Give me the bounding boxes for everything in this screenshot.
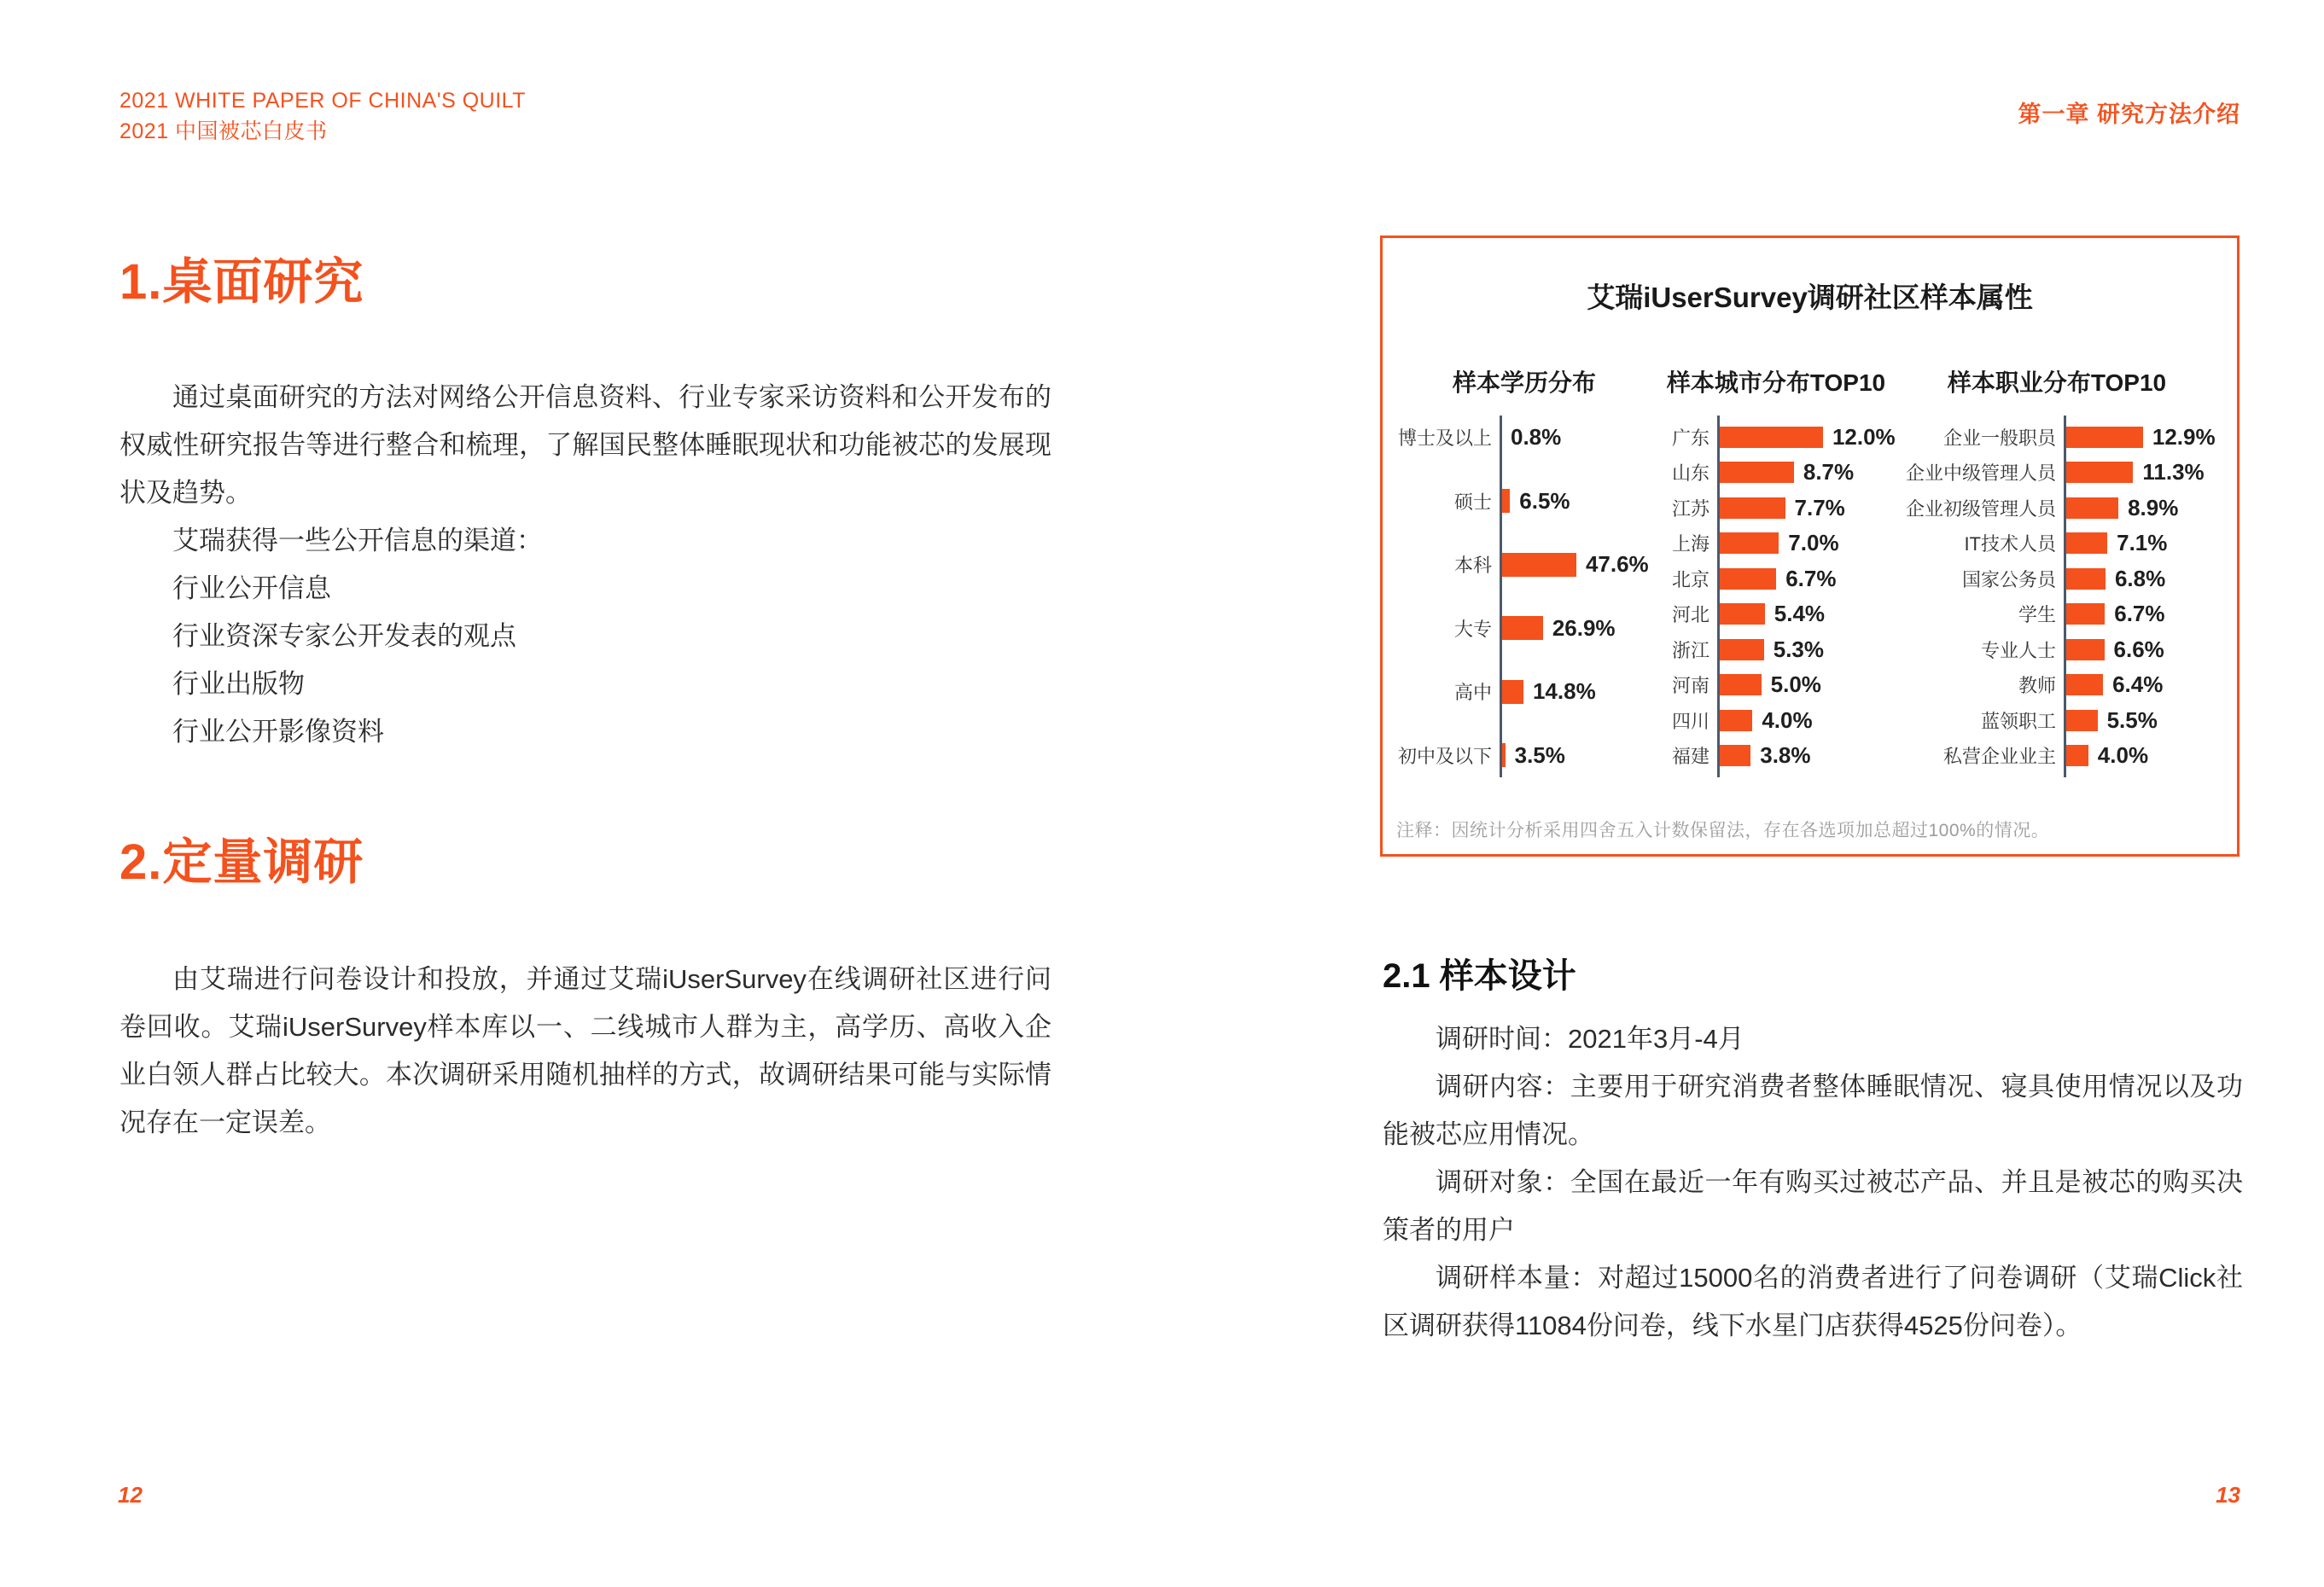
bar [2064, 497, 2118, 519]
channel-item: 行业公开信息 [172, 573, 331, 603]
bar [2064, 674, 2103, 695]
channel-item: 行业公开影像资料 [172, 717, 384, 747]
bar [1717, 497, 1785, 519]
bar [1717, 427, 1823, 448]
bar-label: 江苏 [1671, 497, 1710, 520]
bar [2064, 568, 2106, 590]
section-2-paragraph: 由艾瑞进行问卷设计和投放，并通过艾瑞iUserSurvey在线调研社区进行问卷回收。艾瑞iUserSurvey样本库以一、二线城市人群为主，高学历、高收入企业白领人群占比较大。本次调研采用随机抽样的方式，故调研结果可能与实际情况存在一定误差。 [119, 964, 1051, 1137]
bar-value: 47.6% [1585, 551, 1649, 578]
bar-value: 8.9% [2128, 494, 2179, 520]
bar-label: 硕士 [1453, 491, 1492, 513]
bar-value: 3.5% [1514, 741, 1565, 768]
chart-row [1835, 424, 2236, 451]
bar-label: 企业一般职员 [1942, 427, 2056, 449]
bar-value: 5.3% [1773, 636, 1824, 662]
bar-label: 初中及以下 [1397, 745, 1492, 767]
chart-row [1835, 637, 2236, 663]
bar [2064, 603, 2105, 625]
bar [2064, 427, 2143, 448]
bar-value: 7.0% [1788, 530, 1839, 556]
bar [1717, 710, 1752, 731]
bar-label: 上海 [1671, 533, 1710, 555]
bar-label: 福建 [1671, 745, 1710, 767]
bar-label: 本科 [1453, 555, 1492, 577]
bar-value: 6.7% [2114, 601, 2165, 627]
chart-row [1835, 742, 2236, 769]
left-page-header [119, 85, 526, 147]
chart-row [1835, 707, 2236, 734]
bar-label: 大专 [1453, 618, 1492, 640]
bar [1717, 745, 1750, 766]
bar-label: 专业人士 [1980, 639, 2056, 661]
bar [2064, 710, 2098, 731]
bar-value: 5.4% [1774, 601, 1826, 627]
bar-label: 北京 [1671, 568, 1710, 590]
section-1-title: 1.桌面研究 [119, 254, 364, 310]
survey-time: 调研时间：2021年3月-4月 [1436, 1024, 1744, 1054]
header-title-cn: 2021 中国被芯白皮书 [119, 119, 328, 143]
bar-value: 5.0% [1770, 671, 1821, 698]
bar [2064, 532, 2107, 554]
chart-row [1835, 671, 2236, 698]
sample-design-body [1383, 1015, 2243, 1350]
bar [2064, 462, 2133, 483]
channel-item: 行业出版物 [172, 669, 305, 699]
bar [1500, 553, 1576, 577]
chart-subtitle-city: 样本城市分布TOP10 [1666, 369, 1886, 396]
bar-value: 6.7% [1785, 565, 1837, 591]
bar-value: 7.1% [2117, 530, 2168, 556]
bar-label: 广东 [1671, 427, 1710, 449]
bar-label: 教师 [2018, 675, 2056, 697]
channels-intro: 艾瑞获得一些公开信息的渠道： [172, 526, 543, 555]
bar-value: 4.0% [2097, 741, 2149, 768]
occupation-bar-chart [1835, 424, 2236, 769]
bar [1717, 674, 1762, 695]
header-title-en: 2021 WHITE PAPER OF CHINA'S QUILT [119, 89, 526, 113]
bar-value: 14.8% [1532, 678, 1596, 705]
bar [1500, 680, 1523, 704]
bar-value: 3.8% [1760, 741, 1811, 768]
bar [2064, 639, 2105, 660]
bar-label: 学生 [2018, 604, 2056, 626]
bar [1500, 616, 1543, 640]
bar-value: 26.9% [1552, 614, 1616, 641]
bar-label: 私营企业业主 [1942, 745, 2056, 767]
chapter-header: 第一章 研究方法介绍 [2018, 102, 2240, 127]
section-1-body [119, 374, 1051, 756]
bar [2064, 745, 2088, 766]
section-1-paragraph: 通过桌面研究的方法对网络公开信息资料、行业专家采访资料和公开发布的权威性研究报告等进行整合和梳理，了解国民整体睡眠现状和功能被芯的发展现状及趋势。 [119, 382, 1051, 508]
chart-row [1835, 530, 2236, 556]
bar-value: 4.0% [1762, 706, 1813, 733]
chart-row [1835, 495, 2236, 521]
bar-label: 企业中级管理人员 [1905, 462, 2056, 485]
bar-label: 河南 [1671, 675, 1710, 697]
chart-subtitle-occupation: 样本职业分布TOP10 [1947, 369, 2167, 396]
survey-sample-size: 调研样本量：对超过15000名的消费者进行了问卷调研（艾瑞Click社区调研获得11084份问卷，线下水星门店获得4525份问卷）。 [1383, 1263, 2243, 1340]
chart-row [1835, 566, 2236, 592]
bar [1717, 532, 1779, 554]
bar-label: 博士及以上 [1397, 427, 1492, 449]
bar-label: 企业初级管理人员 [1905, 497, 2056, 520]
bar-label: 河北 [1671, 604, 1710, 626]
section-2-title: 2.定量调研 [119, 834, 364, 890]
bar-value: 11.3% [2142, 459, 2205, 485]
bar-value: 7.7% [1794, 494, 1845, 520]
page-number-left: 12 [118, 1482, 143, 1508]
chart-title: 艾瑞iUserSurvey调研社区样本属性 [1587, 282, 2033, 313]
axis-line-education [1500, 416, 1502, 777]
bar-value: 12.0% [1832, 424, 1896, 450]
bar-label: 国家公务员 [1961, 568, 2056, 590]
bar-label: 浙江 [1671, 639, 1710, 661]
chart-row [1835, 601, 2236, 627]
bar-value: 6.6% [2113, 636, 2164, 662]
bar-label: 山东 [1671, 462, 1710, 485]
survey-content: 调研内容：主要用于研究消费者整体睡眠情况、寝具使用情况以及功能被芯应用情况。 [1383, 1072, 2243, 1149]
chart-note: 注释：因统计分析采用四舍五入计数保留法，存在各选项加总超过100%的情况。 [1396, 821, 2050, 840]
survey-target: 调研对象：全国在最近一年有购买过被芯产品、并且是被芯的购买决策者的用户 [1383, 1167, 2243, 1245]
bar-label: 高中 [1453, 682, 1492, 704]
bar-value: 6.8% [2114, 565, 2166, 591]
bar-label: IT技术人员 [1964, 533, 2056, 555]
sample-attributes-panel [1380, 235, 2240, 857]
bar [1717, 462, 1794, 483]
bar [1717, 603, 1765, 625]
chart-row [1835, 459, 2236, 485]
bar-label: 蓝领职工 [1980, 710, 2056, 732]
axis-line-city [1717, 416, 1720, 777]
bar-value: 12.9% [2152, 424, 2216, 450]
bar-label: 四川 [1671, 710, 1710, 732]
section-2-1-title: 2.1 样本设计 [1383, 957, 1576, 995]
bar-value: 0.8% [1511, 424, 1562, 450]
bar [1717, 639, 1764, 660]
chart-subtitle-education: 样本学历分布 [1452, 369, 1597, 396]
bar [1717, 568, 1776, 590]
bar-value: 6.5% [1519, 487, 1570, 514]
bar-value: 6.4% [2112, 671, 2164, 698]
bar-value: 8.7% [1803, 459, 1855, 485]
channel-item: 行业资深专家公开发表的观点 [172, 621, 516, 651]
section-2-body [119, 956, 1051, 1147]
bar-value: 5.5% [2106, 706, 2158, 733]
page-number-right: 13 [2216, 1482, 2240, 1508]
axis-line-occupation [2064, 416, 2066, 777]
